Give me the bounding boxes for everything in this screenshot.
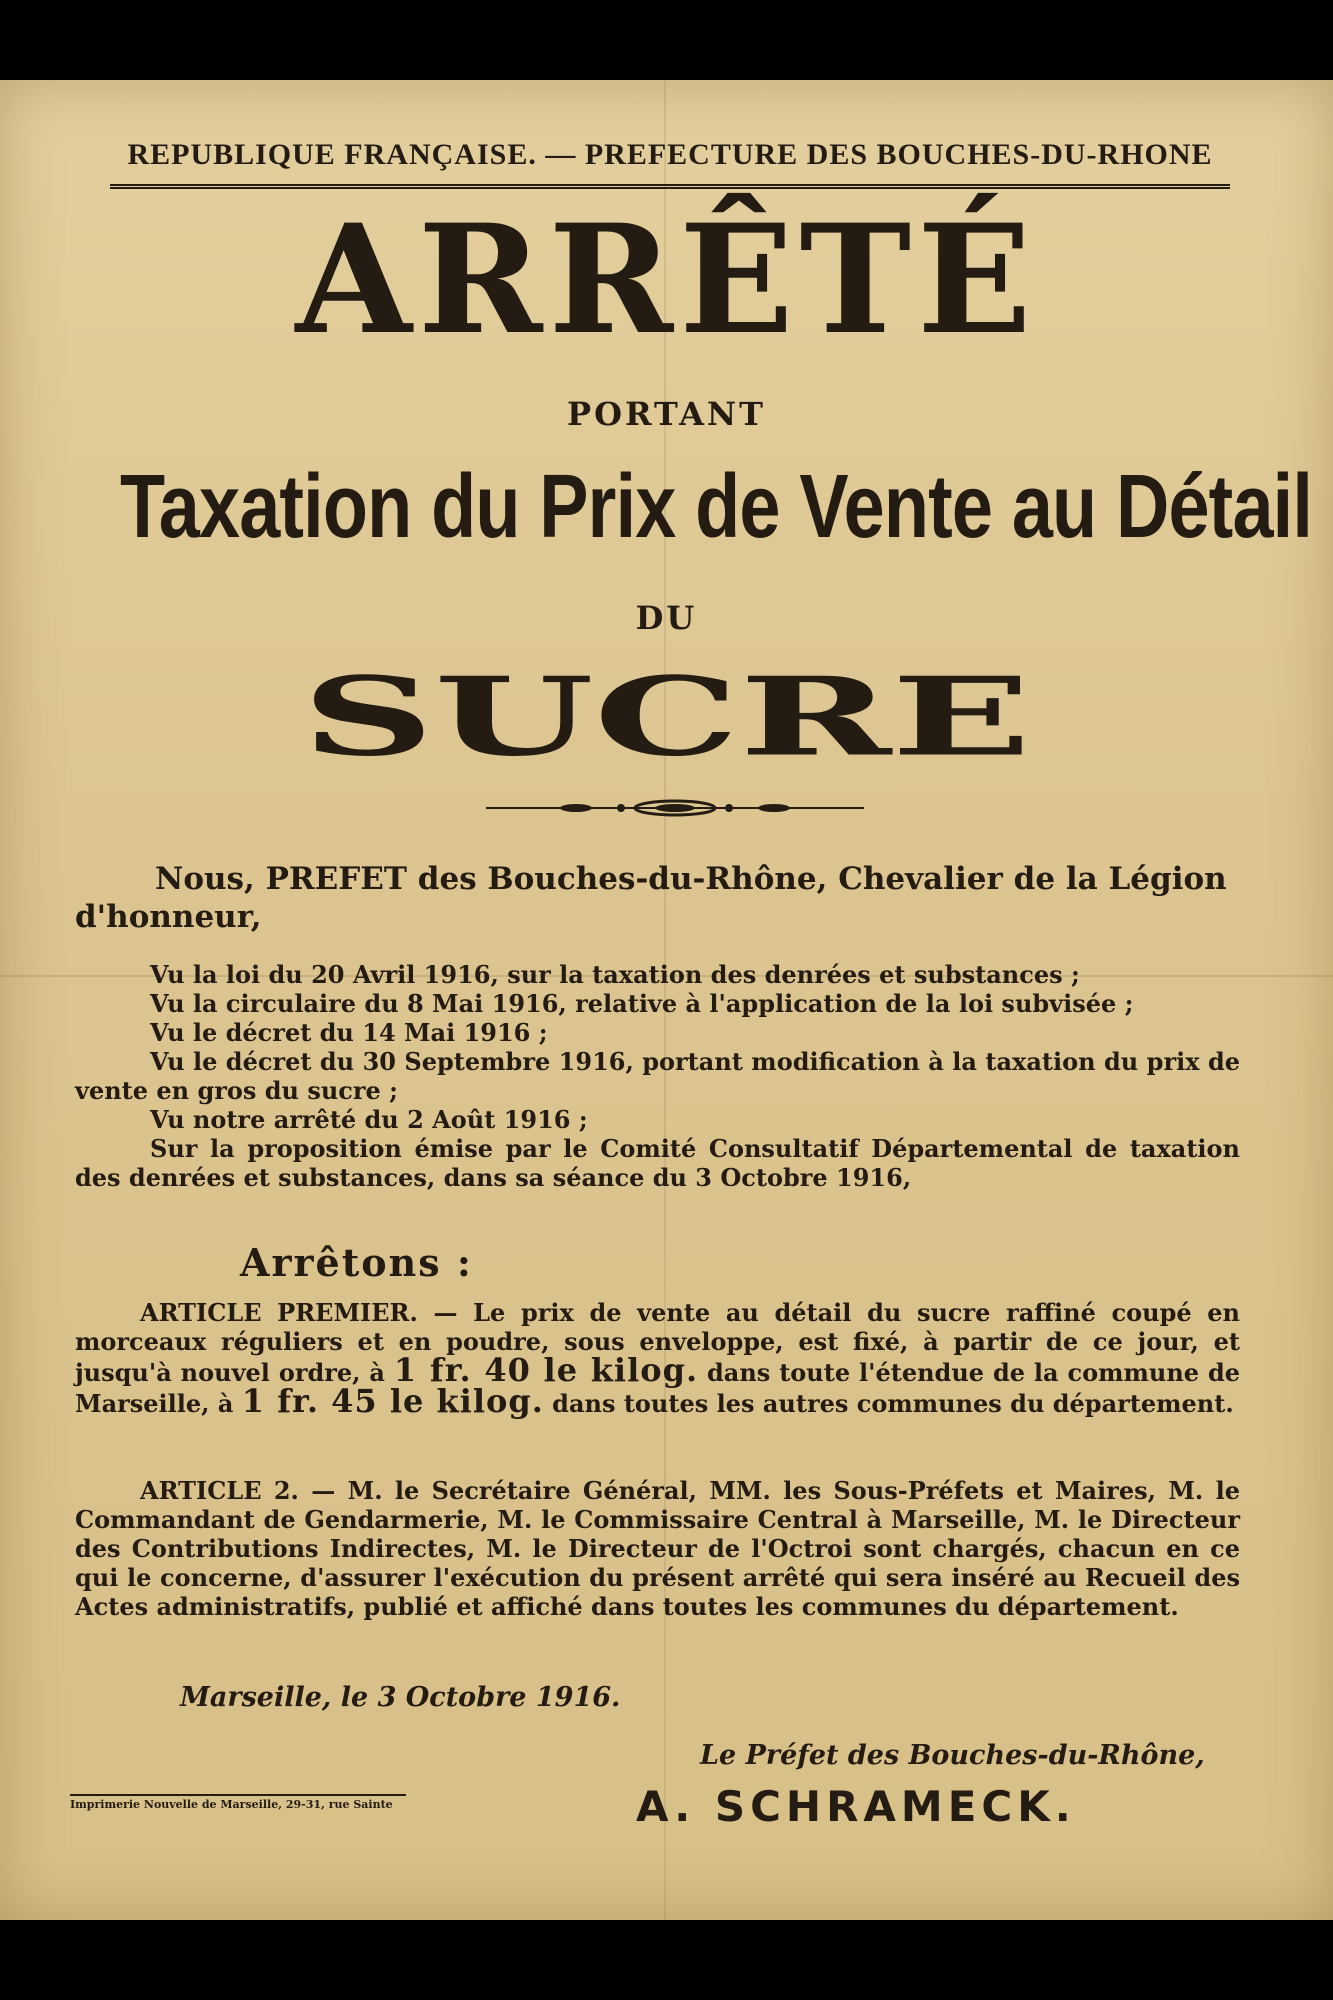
article1-text-3: dans toutes les autres communes du département. xyxy=(543,1389,1234,1418)
prefet-title: Le Préfet des Bouches-du-Rhône, xyxy=(700,1740,1205,1771)
subtitle: Taxation du Prix de Vente au Détail xyxy=(119,457,1313,557)
ornament-divider xyxy=(486,798,864,818)
consideration-item: Vu la loi du 20 Avril 1916, sur la taxation des denrées et substances ; xyxy=(150,960,1080,989)
portant-label: PORTANT xyxy=(567,395,766,433)
printer-credit: Imprimerie Nouvelle de Marseille, 29-31, rue Sainte xyxy=(70,1798,393,1811)
considerations-block xyxy=(75,960,1240,1192)
printer-rule xyxy=(70,1794,406,1796)
product-title: SUCRE xyxy=(302,653,1031,781)
article-2 xyxy=(75,1476,1240,1621)
title-arrete: ARRÊTÉ xyxy=(295,192,1038,368)
price-marseille: 1 fr. 40 le kilog. xyxy=(393,1351,699,1389)
header-rule xyxy=(110,184,1230,189)
article1-text-2: dans toute l'étendue de la commune de Marseille, à xyxy=(75,1358,1240,1418)
consideration-item: Vu le décret du 30 Septembre 1916, portant modification à la taxation du prix de vente en gros du sucre ; xyxy=(75,1047,1240,1105)
signature-name: A. SCHRAMECK. xyxy=(636,1782,1076,1831)
arretons-heading: Arrêtons : xyxy=(240,1240,473,1285)
header-line: REPUBLIQUE FRANÇAISE. — PREFECTURE DES BOUCHES-DU-RHONE xyxy=(127,138,1213,171)
consideration-item: Vu notre arrêté du 2 Août 1916 ; xyxy=(150,1105,588,1134)
intro-text: Nous, PREFET des Bouches-du-Rhône, Chevalier de la Légion d'honneur, xyxy=(75,861,1227,935)
article1-text-1: ARTICLE PREMIER. — Le prix de vente au détail du sucre raffiné coupé en morceaux réguliers et en poudre, sous enveloppe, est fixé, à partir de ce jour, et jusqu'à nouvel ordre, à xyxy=(75,1298,1240,1387)
price-other-communes: 1 fr. 45 le kilog. xyxy=(241,1382,544,1420)
consideration-item: Sur la proposition émise par le Comité Consultatif Départemental de taxation des denrées et substances, dans sa séance du 3 Octobre 1916, xyxy=(75,1134,1240,1192)
article-premier xyxy=(75,1298,1240,1418)
article2-text: ARTICLE 2. — M. le Secrétaire Général, MM. les Sous-Préfets et Maires, M. le Commandant de Gendarmerie, M. le Commissaire Central à Marseille, M. le Directeur des Contributions Indirectes, M. le Directeur de l'Octroi sont chargés, chacun en ce qui le concerne, d'assurer l'exécution du présent arrêté qui sera inséré au Recueil des Actes administratifs, publié et affiché dans toutes les communes du département. xyxy=(75,1476,1240,1621)
intro-paragraph xyxy=(75,860,1240,936)
date-line: Marseille, le 3 Octobre 1916. xyxy=(180,1682,621,1713)
poster-sheet xyxy=(0,80,1333,1920)
consideration-item: Vu la circulaire du 8 Mai 1916, relative à l'application de la loi subvisée ; xyxy=(150,989,1134,1018)
du-label: DU xyxy=(635,599,698,637)
consideration-item: Vu le décret du 14 Mai 1916 ; xyxy=(150,1018,548,1047)
